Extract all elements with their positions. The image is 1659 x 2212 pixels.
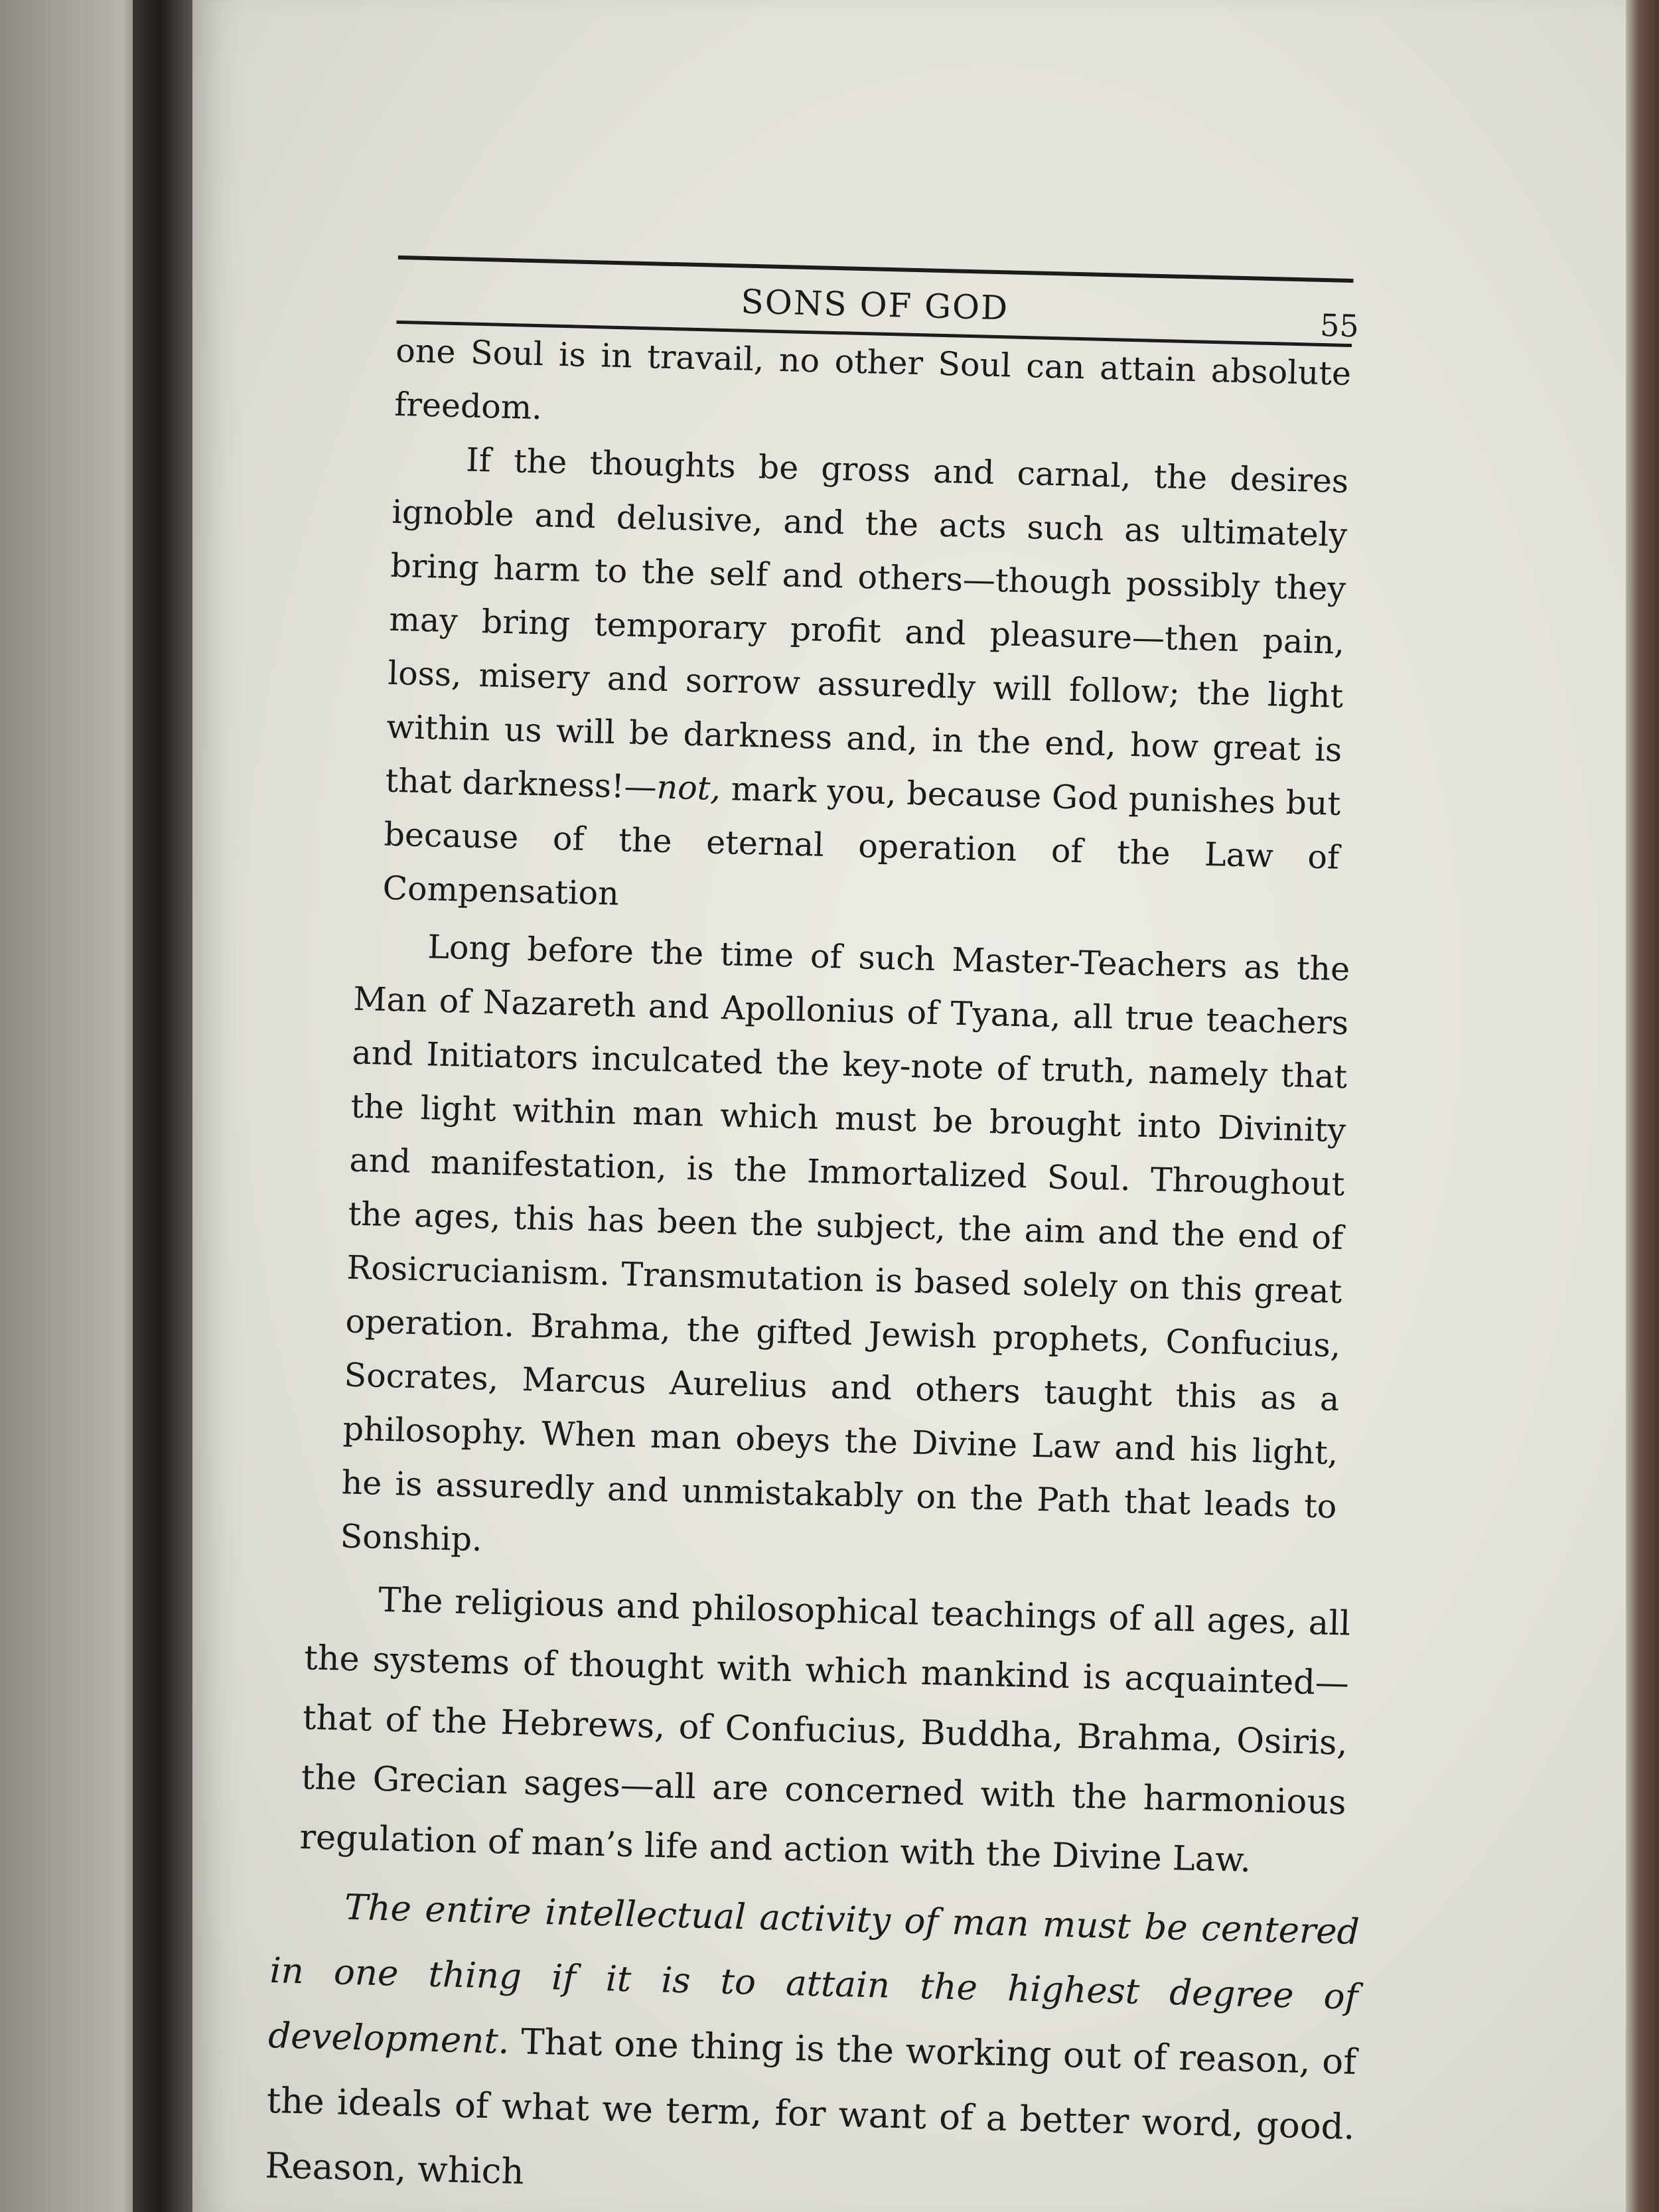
table-edge <box>1626 0 1659 2212</box>
paragraph-intellectual-tail: That one thing is the working out of reason, of the ideals of what we term, for want of a better word, good. Reason, which <box>264 2021 1357 2193</box>
paragraph-religious-teachings: The religious and philosophical teachings of all ages, all the systems of thought with which mankind is acquainted—that of the Hebrews, of Confucius, Buddha, Brahma, Osiris, the Grecian sages—all are concerned with the harmonious regulation of man’s life and action with the Divine Law. <box>299 1580 1351 1880</box>
continued-line: one Soul is in travail, no other Soul can attain absolute freedom. <box>394 331 1352 427</box>
page-number: 55 <box>1319 307 1360 344</box>
paragraph-thoughts-tail: mark you, because God punishes but because of the eternal operation of the Law of Compensation <box>382 770 1341 913</box>
running-title: SONS OF GOD <box>740 282 1009 328</box>
paragraph-thoughts <box>382 431 1349 938</box>
book-gutter <box>133 0 192 2212</box>
paragraph-intellectual-activity <box>264 1874 1360 2212</box>
paragraph-thoughts-text: If the thoughts be gross and carnal, the desires ignoble and delusive, and the acts such as ultimately bring harm to the self and others—though possibly they may bring temporary profit and pleasure—then pain, loss, misery and sorrow assuredly will follow; the light within us will be darkness and, in the end, how great is that darkness!— <box>384 441 1349 806</box>
page-text-block <box>218 252 1386 2212</box>
paragraph-master-teachers: Long before the time of such Master-Teachers as the Man of Nazareth and Apollonius of Tyana, all true teachers and Initiators inculcated the key-note of truth, namely that the light within man which must be brought into Divinity and manifestation, is the Immortalized Soul. Throughout the ages, this has been the subject, the aim and the end of Rosicrucianism. Transmutation is based solely on this great operation. Brahma, the gifted Jewish prophets, Confucius, Socrates, Marcus Aurelius and others taught this as a philosophy. When man obeys the Divine Law and his light, he is assuredly and unmistakably on the Path that leads to Sonship. <box>340 928 1350 1559</box>
left-page-edge <box>0 0 153 2212</box>
emphasis-not: not, <box>656 768 721 808</box>
italic-sentence: The entire intellectual activity of man must be centered in one thing if it is to attain the highest degree of development. <box>267 1887 1360 2062</box>
